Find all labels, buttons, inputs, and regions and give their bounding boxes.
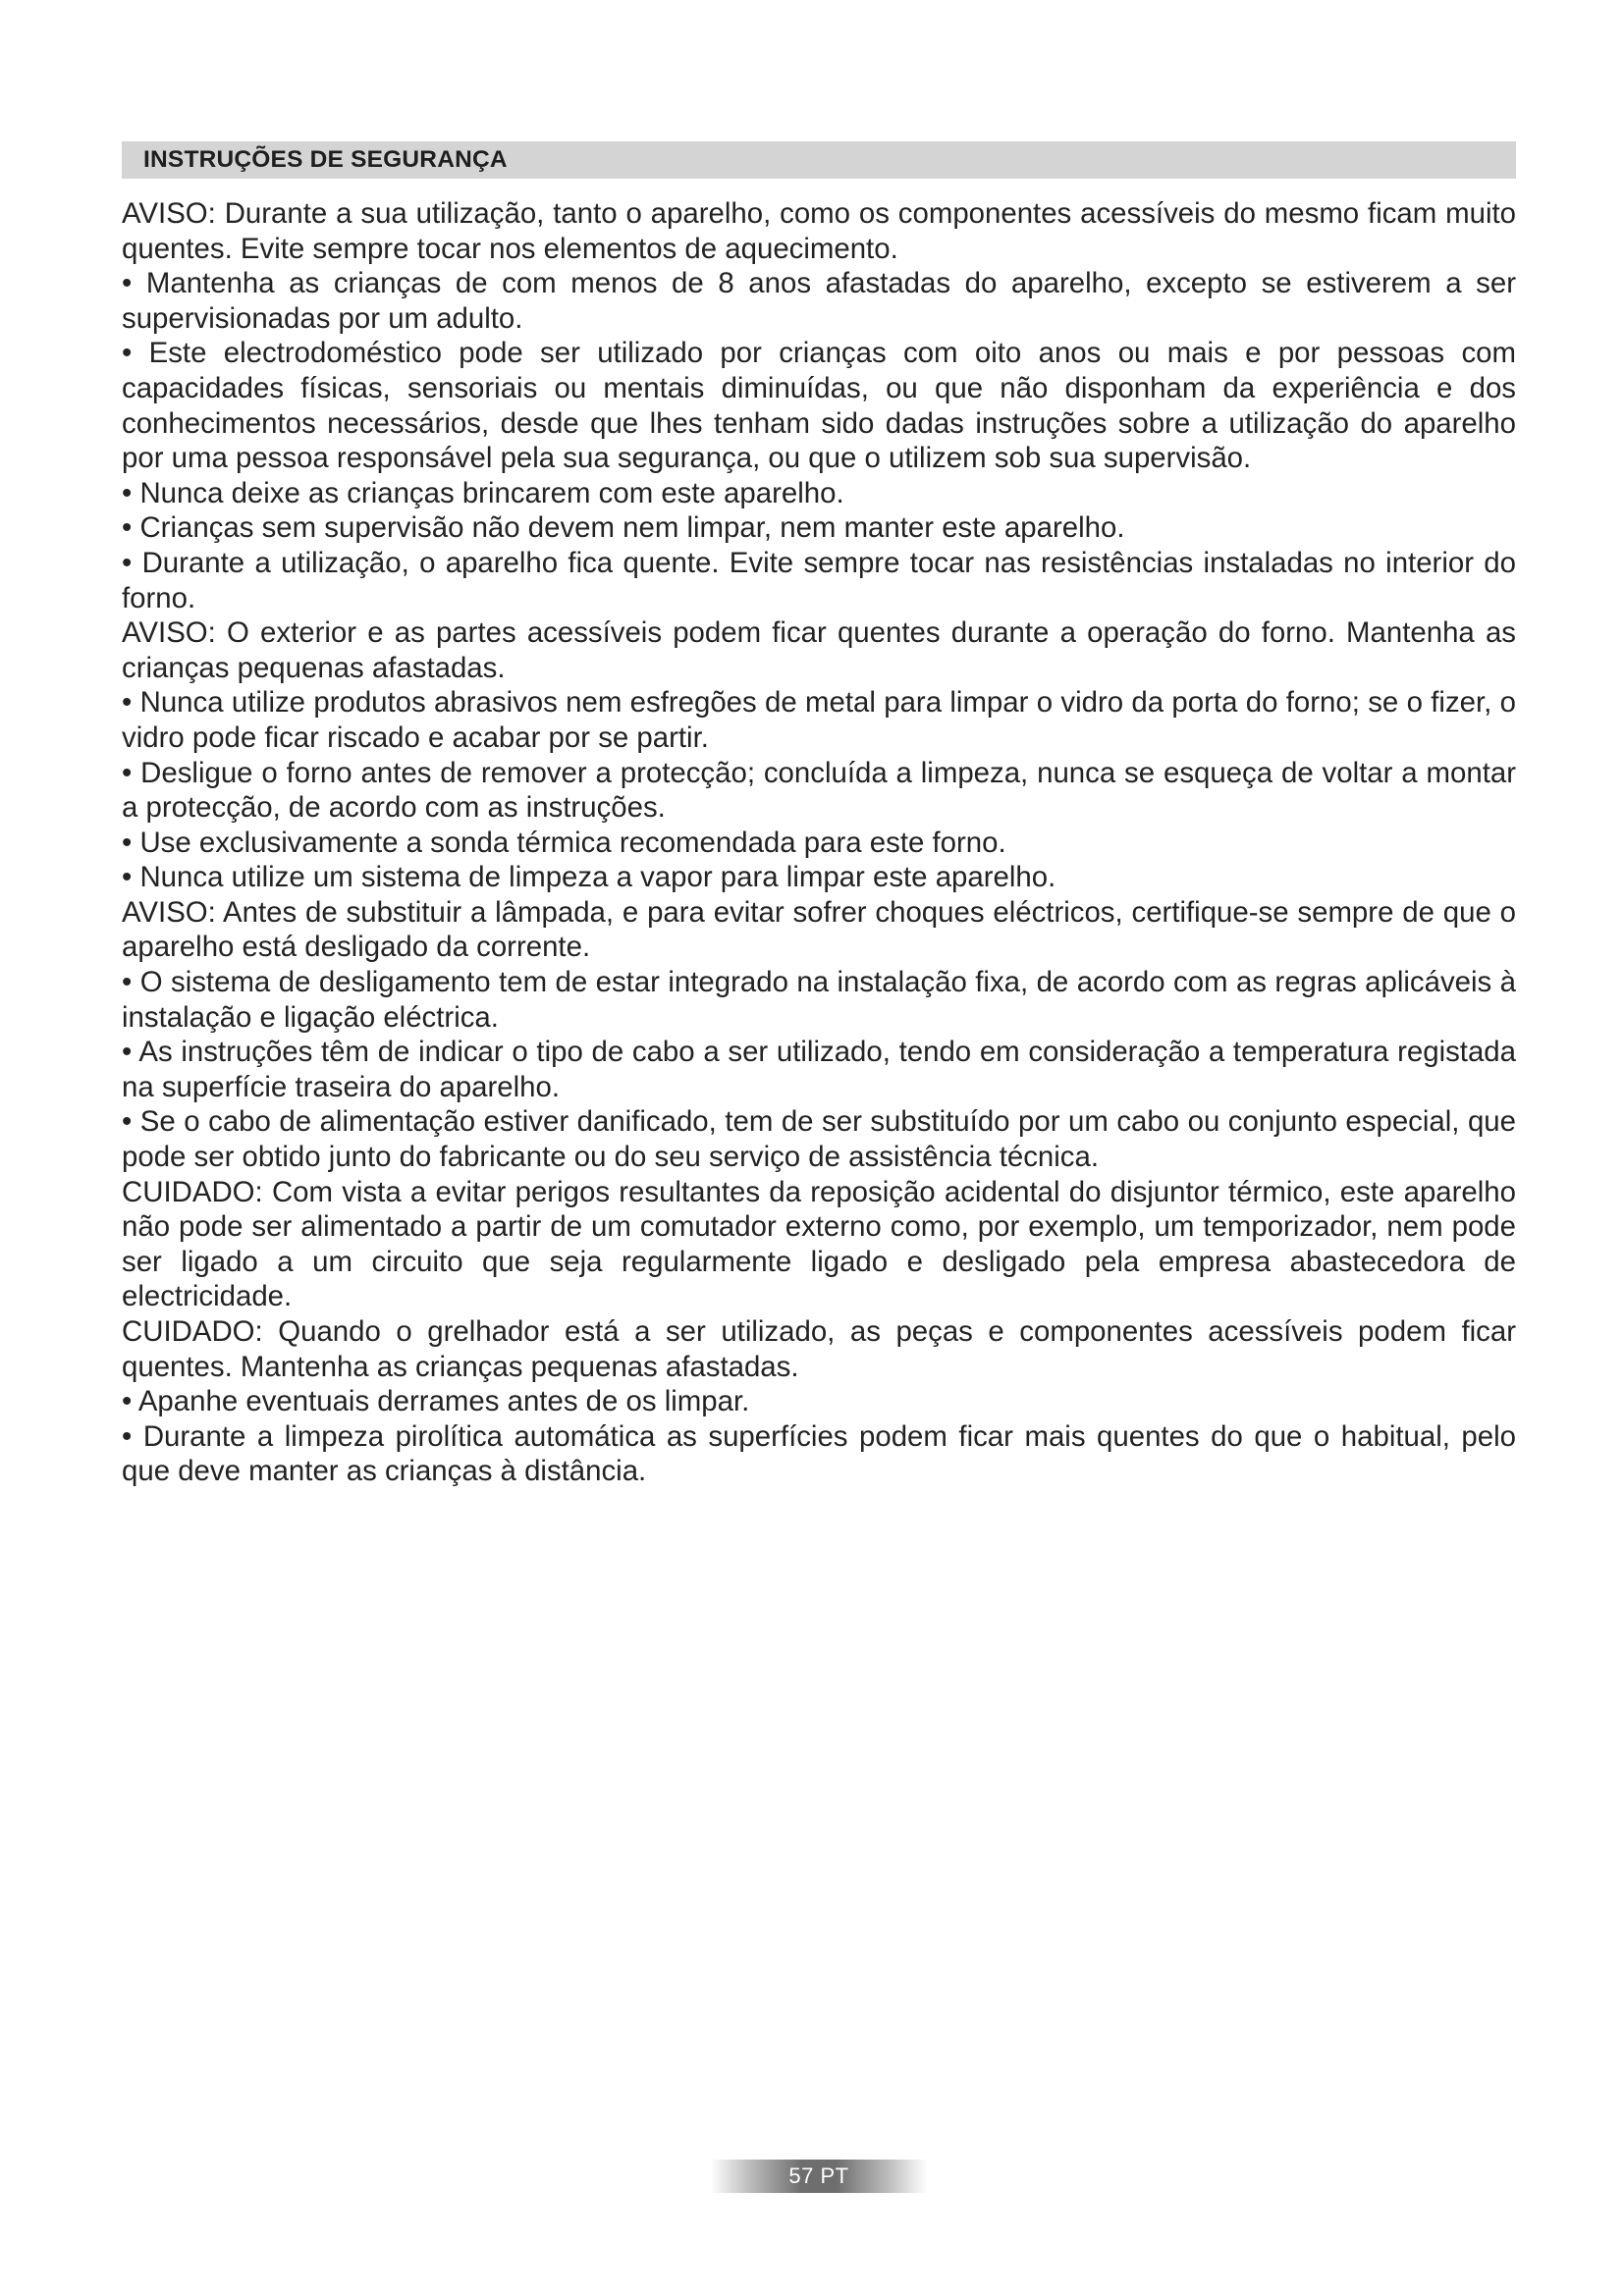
paragraph-cuidado-disjuntor: CUIDADO: Com vista a evitar perigos resultantes da reposição acidental do disjuntor térmico, este aparelho não pode ser alimentado a partir de um comutador externo como, por exemplo, um temporizador, nem pode ser ligado a um circuito que seja regularmente ligado e desligado pela empresa abastecedora de electricidade. <box>122 1175 1516 1313</box>
paragraph-brincar: • Nunca deixe as crianças brincarem com este aparelho. <box>122 476 844 509</box>
paragraph-resistencias: • Durante a utilização, o aparelho fica quente. Evite sempre tocar nas resistências instaladas no interior do forno. <box>122 546 1516 614</box>
paragraph-aviso-lampada: AVISO: Antes de substituir a lâmpada, e para evitar sofrer choques eléctricos, certifique-se sempre de que o aparelho está desligado da corrente. <box>122 895 1516 964</box>
paragraph-pirolitica: • Durante a limpeza pirolítica automática as superfícies podem ficar mais quentes do que o habitual, pelo que deve manter as crianças à distância. <box>122 1419 1516 1488</box>
section-title: INSTRUÇÕES DE SEGURANÇA <box>143 146 508 173</box>
paragraph-abrasivos: • Nunca utilize produtos abrasivos nem esfregões de metal para limpar o vidro da porta do forno; se o fizer, o vidro pode ficar riscado e acabar por se partir. <box>122 686 1516 754</box>
page-number: 57 PT <box>788 2163 849 2188</box>
paragraph-cuidado-grelhador: CUIDADO: Quando o grelhador está a ser utilizado, as peças e componentes acessíveis podem ficar quentes. Mantenha as crianças pequenas afastadas. <box>122 1315 1516 1383</box>
paragraph-criancas-8-anos: • Mantenha as crianças de com menos de 8 anos afastadas do aparelho, excepto se estiverem a ser supervisionadas por um adulto. <box>122 267 1516 335</box>
paragraph-derrames: • Apanhe eventuais derrames antes de os limpar. <box>122 1385 750 1418</box>
paragraph-vapor: • Nunca utilize um sistema de limpeza a vapor para limpar este aparelho. <box>122 861 1056 894</box>
paragraph-capacidades: • Este electrodoméstico pode ser utilizado por crianças com oito anos ou mais e por pessoas com capacidades físicas, sensoriais ou mentais diminuídas, ou que não disponham da experiência e dos conhecimentos necessários, desde que lhes tenham sido dadas instruções sobre a utilização do aparelho por uma pessoa responsável pela sua segurança, ou que o utilizem sob sua supervisão. <box>122 337 1516 475</box>
section-header <box>122 141 1516 179</box>
paragraph-tipo-cabo: • As instruções têm de indicar o tipo de cabo a ser utilizado, tendo em consideração a temperatura registada na superfície traseira do aparelho. <box>122 1036 1516 1103</box>
paragraph-proteccao: • Desligue o forno antes de remover a protecção; concluída a limpeza, nunca se esqueça de voltar a montar a protecção, de acordo com as instruções. <box>122 756 1516 825</box>
page-number-bar <box>711 2160 927 2193</box>
paragraph-cabo-danificado: • Se o cabo de alimentação estiver danificado, tem de ser substituído por um cabo ou conjunto especial, que pode ser obtido junto do fabricante ou do seu serviço de assistência técnica. <box>122 1105 1516 1174</box>
safety-instructions-body <box>122 196 1516 1489</box>
paragraph-desligamento: • O sistema de desligamento tem de estar integrado na instalação fixa, de acordo com as regras aplicáveis à instalação e ligação eléctrica. <box>122 966 1516 1034</box>
paragraph-supervisao: • Crianças sem supervisão não devem nem limpar, nem manter este aparelho. <box>122 511 1125 545</box>
paragraph-sonda: • Use exclusivamente a sonda térmica recomendada para este forno. <box>122 826 1006 859</box>
paragraph-aviso-exterior: AVISO: O exterior e as partes acessíveis podem ficar quentes durante a operação do forno. Mantenha as crianças pequenas afastadas. <box>122 616 1516 684</box>
paragraph-aviso-quente: AVISO: Durante a sua utilização, tanto o aparelho, como os componentes acessíveis do mesmo ficam muito quentes. Evite sempre tocar nos elementos de aquecimento. <box>122 197 1516 265</box>
